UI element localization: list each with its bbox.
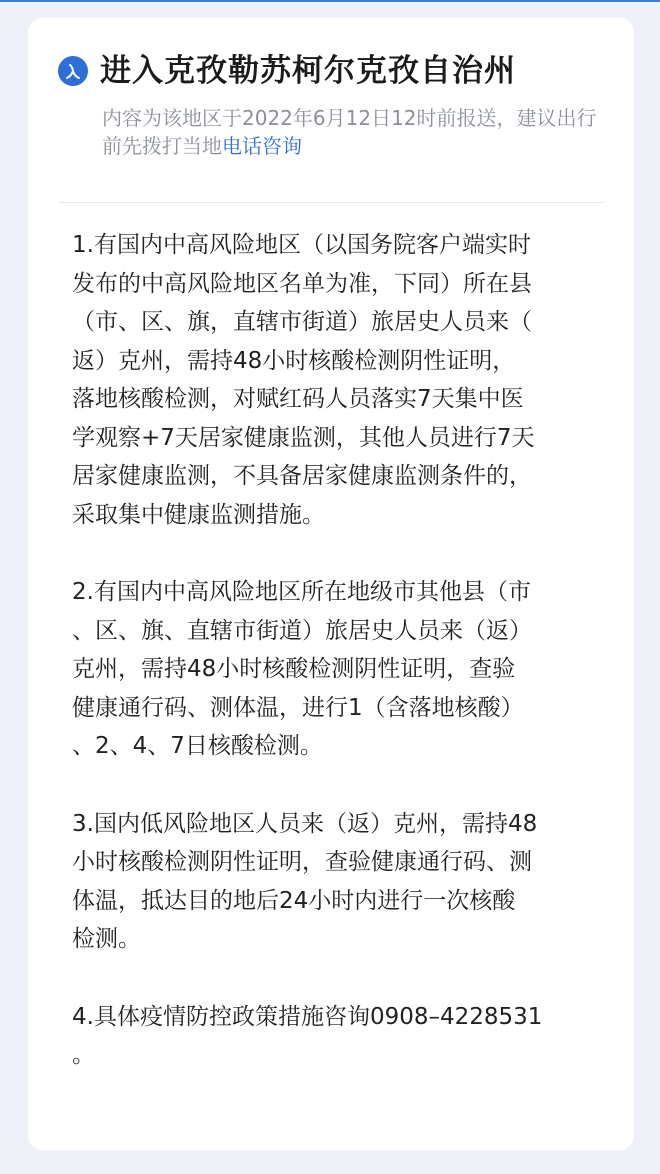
report-notice-text: 内容为该地区于2022年6月12日12时前报送，建议出行前先拨打当地 — [102, 106, 597, 158]
header-divider — [58, 202, 604, 203]
policy-card — [28, 18, 634, 1150]
report-notice — [102, 104, 602, 160]
policy-item-4: 4.具体疫情防控政策措施咨询0908–4228531 。 — [72, 1003, 543, 1068]
policy-content — [72, 226, 592, 1114]
policy-item-3: 3.国内低风险地区人员来（返）克州，需持48 小时核酸检测阴性证明，查验健康通行码、测 体温，抵达目的地后24小时内进行一次核酸 检测。 — [72, 810, 538, 952]
card-header — [58, 48, 614, 160]
title-row — [58, 48, 614, 94]
phone-consult-link[interactable]: 电话咨询 — [222, 134, 302, 158]
policy-item-2: 2.有国内中高风险地区所在地级市其他县（市 、区、旗、直辖市街道）旅居史人员来（返） 克州，需持48小时核酸检测阴性证明，查验 健康通行码、测体温，进行1（含落地核酸） 、2、4、7日核酸检测。 — [72, 579, 532, 759]
policy-item-1: 1.有国内中高风险地区（以国务院客户端实时 发布的中高风险地区名单为准，下同）所在县 （市、区、旗，直辖市街道）旅居史人员来（ 返）克州，需持48小时核酸检测阴性证明， 落地核酸检测，对赋红码人员落实7天集中医 学观察+7天居家健康监测，其他人员进行7天 居家健康监测，不具备居家健康监测条件的， 采取集中健康监测措施。 — [72, 232, 535, 528]
enter-icon — [58, 56, 88, 86]
top-accent-line — [0, 0, 660, 2]
page-title: 进入克孜勒苏柯尔克孜自治州 — [100, 53, 516, 89]
